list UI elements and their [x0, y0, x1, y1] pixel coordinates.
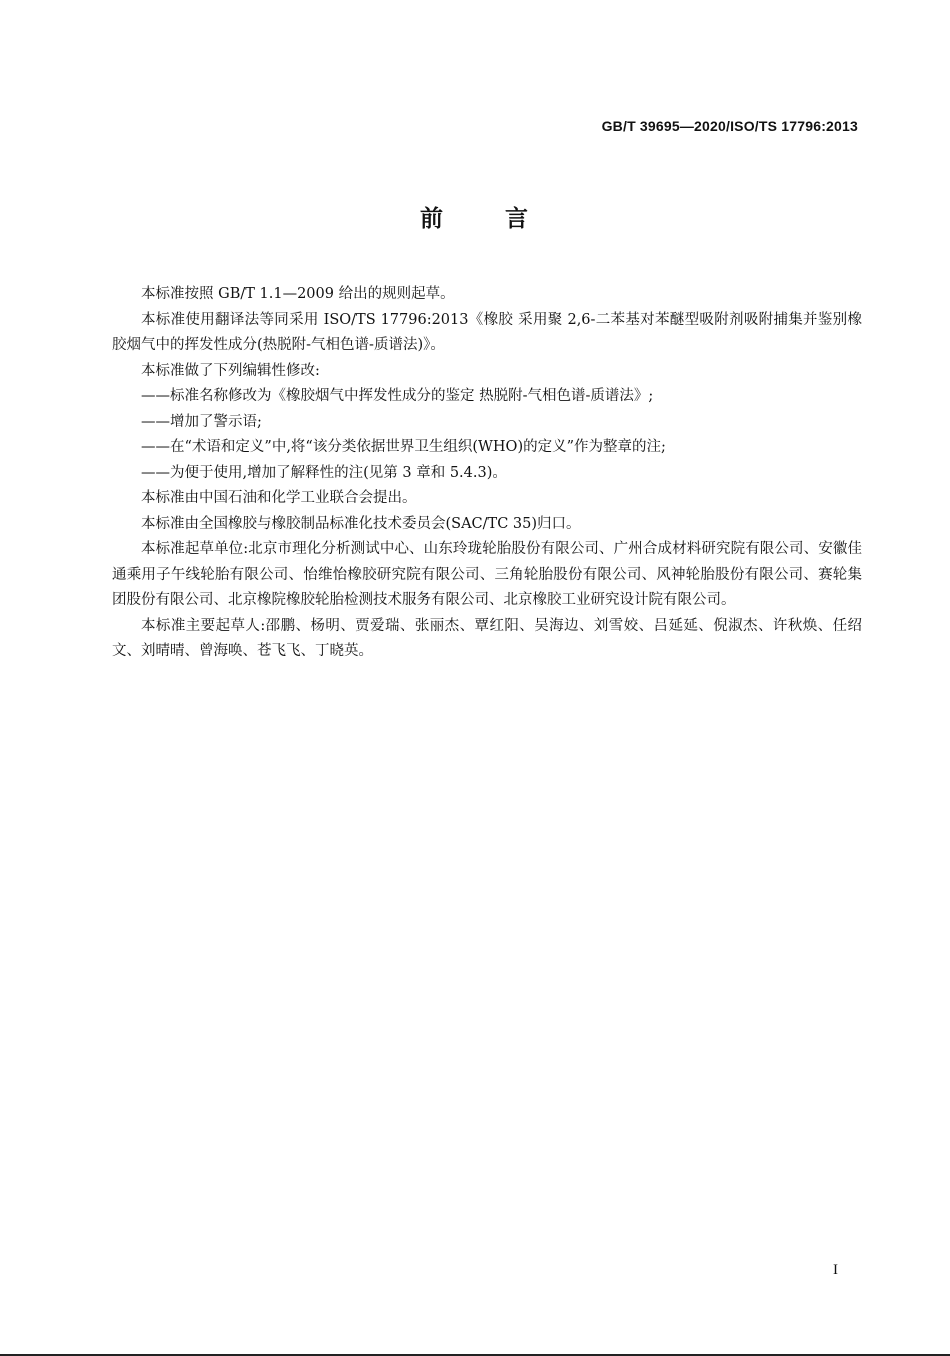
foreword-body — [112, 282, 862, 665]
paragraph-editorial-changes: 本标准做了下列编辑性修改: — [141, 362, 320, 379]
page-number: I — [833, 1262, 838, 1278]
paragraph-administered-by: 本标准由全国橡胶与橡胶制品标准化技术委员会(SAC/TC 35)归口。 — [141, 515, 581, 532]
list-item-explanatory-notes: ——为便于使用,增加了解释性的注(见第 3 章和 5.4.3)。 — [141, 464, 507, 481]
paragraph-main-drafters: 本标准主要起草人:邵鹏、杨明、贾爱瑞、张丽杰、覃红阳、吴海边、刘雪姣、吕延延、倪淑杰、许秋焕、任绍文、刘晴晴、曾海唤、苍飞飞、丁晓英。 — [112, 617, 862, 659]
list-item-terms-note: ——在“术语和定义”中,将“该分类依据世界卫生组织(WHO)的定义”作为整章的注; — [141, 439, 666, 455]
list-item-warning-added: ——增加了警示语; — [141, 413, 262, 430]
paragraph-drafting-rules: 本标准按照 GB/T 1.1—2009 给出的规则起草。 — [141, 286, 455, 302]
list-item-title-change: ——标准名称修改为《橡胶烟气中挥发性成分的鉴定 热脱附-气相色谱-质谱法》; — [141, 388, 654, 404]
paragraph-drafting-organizations: 本标准起草单位:北京市理化分析测试中心、山东玲珑轮胎股份有限公司、广州合成材料研究院有限公司、安徽佳通乘用子午线轮胎有限公司、怡维怡橡胶研究院有限公司、三角轮胎股份有限公司、风神轮胎股份有限公司、赛轮集团股份有限公司、北京橡院橡胶轮胎检测技术服务有限公司、北京橡胶工业研究设计院有限公司。 — [112, 541, 862, 608]
standard-number-header: GB/T 39695—2020/ISO/TS 17796:2013 — [601, 118, 858, 134]
page-title — [0, 200, 950, 233]
title-char-2: 言 — [505, 206, 530, 232]
paragraph-proposed-by: 本标准由中国石油和化学工业联合会提出。 — [141, 490, 417, 506]
title-char-1: 前 — [420, 206, 445, 232]
paragraph-translation-method: 本标准使用翻译法等同采用 ISO/TS 17796:2013《橡胶 采用聚 2,6-二苯基对苯醚型吸附剂吸附捕集并鉴别橡胶烟气中的挥发性成分(热脱附-气相色谱-质谱法)》。 — [112, 311, 862, 353]
